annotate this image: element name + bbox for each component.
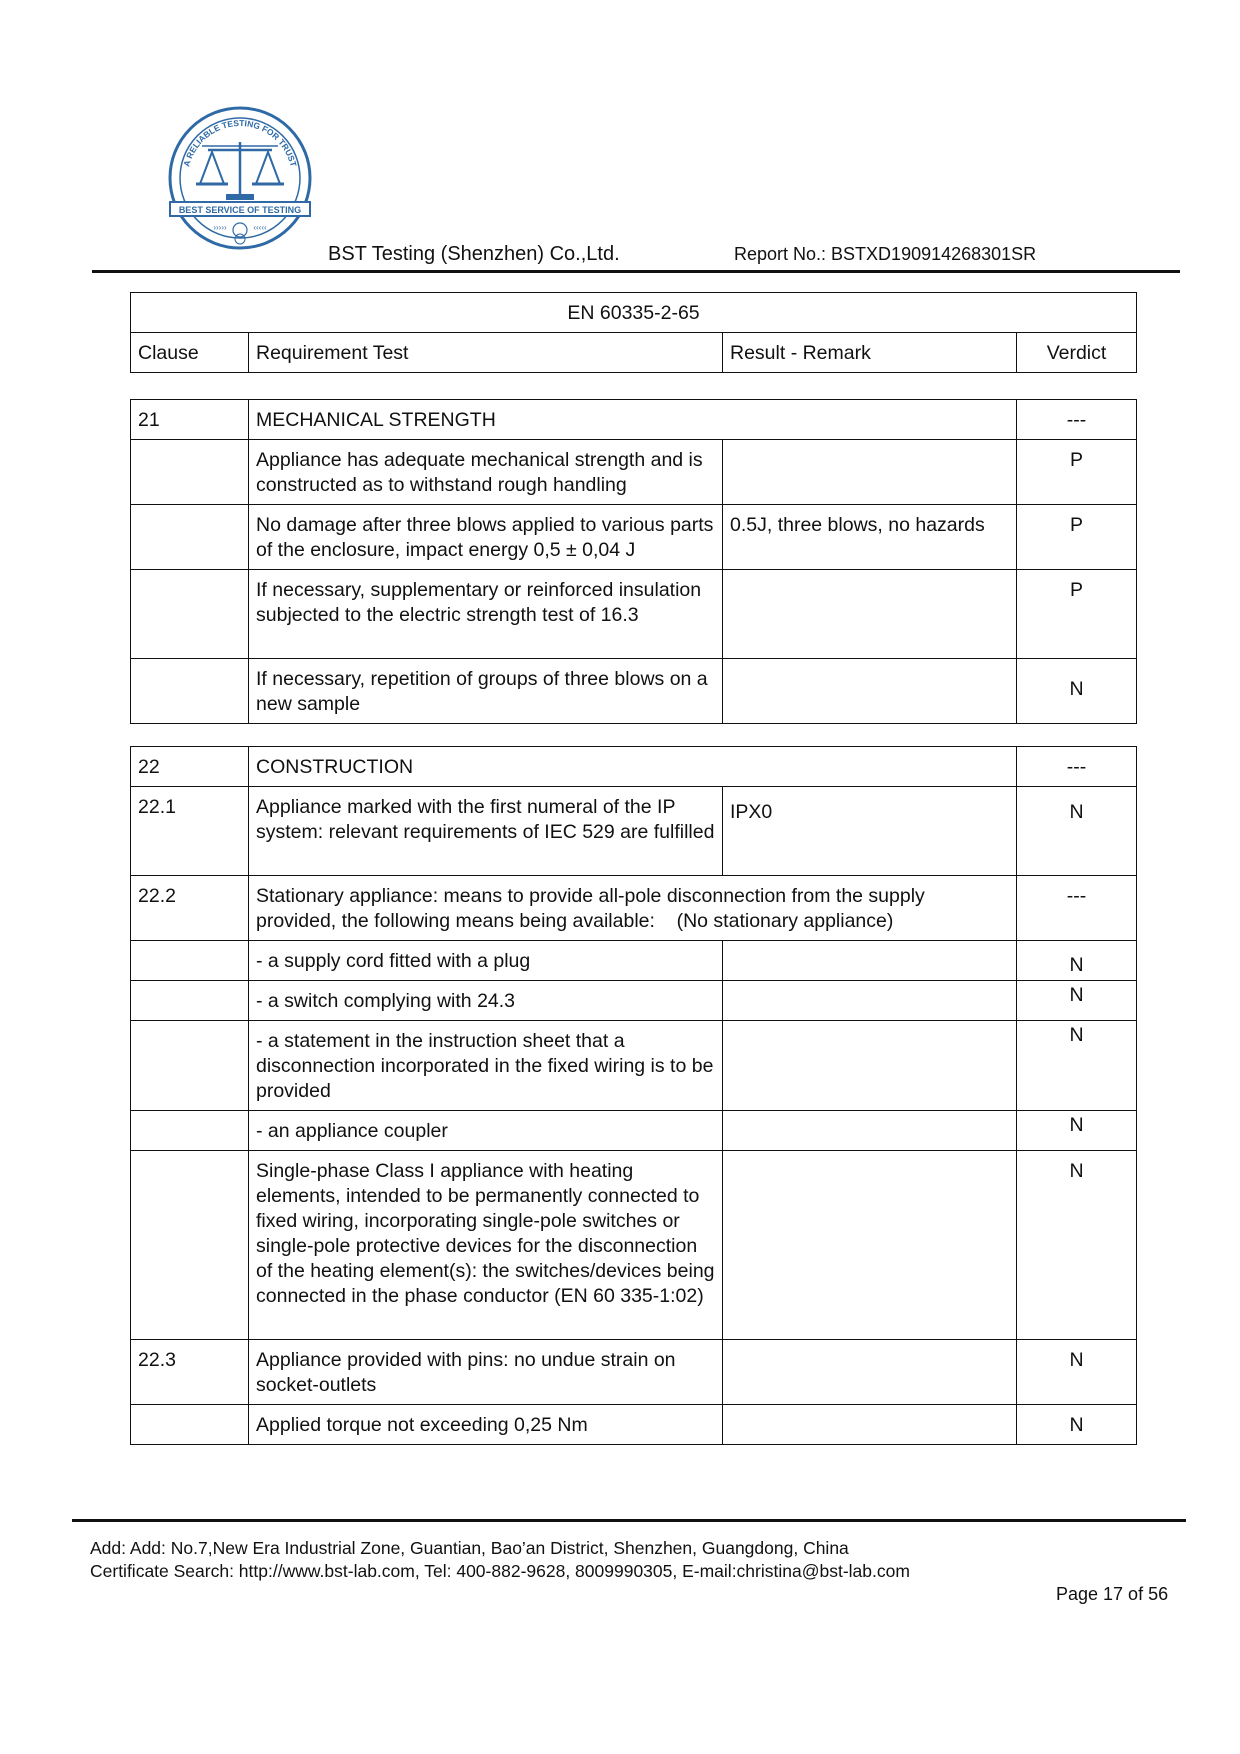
result-cell <box>723 1021 1017 1111</box>
clause-cell: 22.1 <box>131 787 249 876</box>
verdict-cell: N <box>1017 659 1137 724</box>
verdict-cell: P <box>1017 570 1137 659</box>
section-title: MECHANICAL STRENGTH <box>249 400 1017 440</box>
verdict-cell: --- <box>1017 747 1137 787</box>
result-cell <box>723 941 1017 981</box>
result-cell <box>723 1151 1017 1340</box>
clause-cell <box>131 1151 249 1340</box>
verdict-cell: N <box>1017 1111 1137 1151</box>
clause-cell <box>131 659 249 724</box>
col-verdict-header: Verdict <box>1017 333 1137 373</box>
report-number: Report No.: BSTXD190914268301SR <box>734 244 1037 264</box>
clause-cell <box>131 1021 249 1111</box>
clause-cell <box>131 440 249 505</box>
result-cell <box>723 570 1017 659</box>
result-cell <box>723 659 1017 724</box>
result-cell <box>723 1405 1017 1445</box>
table-row <box>131 440 1137 505</box>
table-header <box>130 292 1137 373</box>
table-row <box>131 1151 1137 1340</box>
logo-band-text: BEST SERVICE OF TESTING <box>178 205 302 215</box>
verdict-cell: N <box>1017 941 1137 981</box>
clause-cell <box>131 941 249 981</box>
page-number: Page 17 of 56 <box>1056 1584 1169 1604</box>
logo-arc-text: A RELIABLE TESTING FOR TRUST <box>181 117 299 168</box>
table-row <box>131 659 1137 724</box>
logo-seal-icon <box>166 104 314 252</box>
result-cell <box>723 1111 1017 1151</box>
table-row <box>131 1340 1137 1405</box>
verdict-cell: --- <box>1017 876 1137 941</box>
result-cell <box>723 1340 1017 1405</box>
clause-cell: 22 <box>131 747 249 787</box>
section-22-table <box>130 746 1137 1445</box>
table-row <box>131 981 1137 1021</box>
verdict-cell: N <box>1017 787 1137 876</box>
requirement-cell: Appliance marked with the first numeral of the IP system: relevant requirements of IEC 529 are fulfilled <box>249 787 723 876</box>
company-logo <box>166 104 314 252</box>
requirement-cell: Single-phase Class I appliance with heating elements, intended to be permanently connected to fixed wiring, incorporating single-pole switches or single-pole protective devices for the disconnection of the heating element(s): the switches/devices being connected in the phase conductor (EN 60 335-1:02) <box>249 1151 723 1340</box>
verdict-cell: P <box>1017 505 1137 570</box>
requirement-cell: If necessary, supplementary or reinforced insulation subjected to the electric strength test of 16.3 <box>249 570 723 659</box>
section-heading-row <box>131 400 1137 440</box>
company-name: BST Testing (Shenzhen) Co.,Ltd. <box>328 243 620 265</box>
clause-cell: 21 <box>131 400 249 440</box>
result-cell: 0.5J, three blows, no hazards <box>723 505 1017 570</box>
table-row <box>131 876 1137 941</box>
requirement-cell: - a supply cord fitted with a plug <box>249 941 723 981</box>
result-cell <box>723 440 1017 505</box>
requirement-cell: - an appliance coupler <box>249 1111 723 1151</box>
svg-text:›››››: ››››› <box>213 223 227 232</box>
clause-cell <box>131 570 249 659</box>
requirement-cell: - a switch complying with 24.3 <box>249 981 723 1021</box>
verdict-cell: N <box>1017 1340 1137 1405</box>
verdict-cell: --- <box>1017 400 1137 440</box>
svg-text:‹‹‹‹‹: ‹‹‹‹‹ <box>253 223 267 232</box>
section-heading-row <box>131 747 1137 787</box>
verdict-cell: N <box>1017 1405 1137 1445</box>
table-row <box>131 787 1137 876</box>
header-divider <box>92 270 1180 273</box>
result-cell <box>723 981 1017 1021</box>
col-clause-header: Clause <box>131 333 249 373</box>
requirement-cell: - a statement in the instruction sheet that a disconnection incorporated in the fixed wiring is to be provided <box>249 1021 723 1111</box>
table-row <box>131 1021 1137 1111</box>
verdict-cell: N <box>1017 1021 1137 1111</box>
table-row <box>131 505 1137 570</box>
requirement-cell: Applied torque not exceeding 0,25 Nm <box>249 1405 723 1445</box>
footer-certificate-search: Certificate Search: http://www.bst-lab.com, Tel: 400-882-9628, 8009990305, E-mail:christina@bst-lab.com <box>90 1561 910 1581</box>
requirement-cell: No damage after three blows applied to various parts of the enclosure, impact energy 0,5 ± 0,04 J <box>249 505 723 570</box>
table-row <box>131 1405 1137 1445</box>
verdict-cell: P <box>1017 440 1137 505</box>
standard-title: EN 60335-2-65 <box>131 293 1137 333</box>
clause-cell <box>131 981 249 1021</box>
clause-cell <box>131 505 249 570</box>
result-cell: IPX0 <box>723 787 1017 876</box>
footer-address: Add: Add: No.7,New Era Industrial Zone, Guantian, Bao’an District, Shenzhen, Guangdong, China <box>90 1538 849 1558</box>
section-21-table <box>130 399 1137 724</box>
verdict-cell: N <box>1017 1151 1137 1340</box>
clause-cell: 22.3 <box>131 1340 249 1405</box>
col-requirement-header: Requirement Test <box>249 333 723 373</box>
section-title: CONSTRUCTION <box>249 747 1017 787</box>
requirement-cell: Appliance has adequate mechanical strength and is constructed as to withstand rough handling <box>249 440 723 505</box>
clause-cell: 22.2 <box>131 876 249 941</box>
table-row <box>131 570 1137 659</box>
clause-cell <box>131 1405 249 1445</box>
footer-divider <box>72 1519 1186 1522</box>
verdict-cell: N <box>1017 981 1137 1021</box>
requirement-cell: If necessary, repetition of groups of three blows on a new sample <box>249 659 723 724</box>
table-row <box>131 1111 1137 1151</box>
col-result-header: Result - Remark <box>723 333 1017 373</box>
requirement-cell: Stationary appliance: means to provide all-pole disconnection from the supply provided, the following means being available: (No stationary appliance) <box>249 876 1017 941</box>
requirement-cell: Appliance provided with pins: no undue strain on socket-outlets <box>249 1340 723 1405</box>
clause-cell <box>131 1111 249 1151</box>
table-row <box>131 941 1137 981</box>
